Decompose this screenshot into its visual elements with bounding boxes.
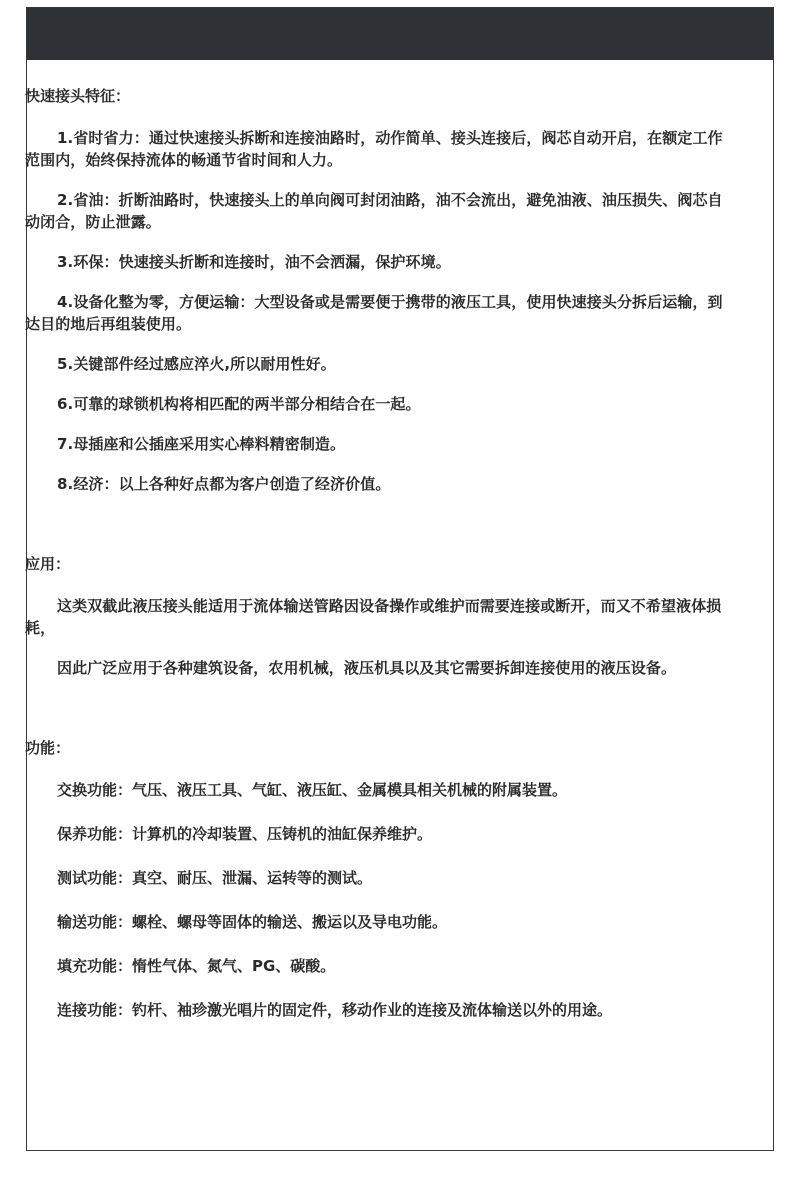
application-title: 应用：: [25, 555, 71, 573]
function-item: 测试功能：真空、耐压、泄漏、运转等的测试。: [57, 869, 373, 887]
function-item: 填充功能：惰性气体、氮气、PG、碳酸。: [57, 957, 336, 975]
feature-item: 1.省时省力：通过快速接头拆断和连接油路时，动作简单、接头连接后，阀芯自动开启，在额定工作范围内，始终保持流体的畅通节省时间和人力。: [25, 129, 723, 169]
function-item: 交换功能：气压、液压工具、气缸、液压缸、金属模具相关机械的附属装置。: [57, 781, 568, 799]
application-item: 因此广泛应用于各种建筑设备，农用机械，液压机具以及其它需要拆卸连接使用的液压设备。: [57, 659, 677, 677]
feature-item: 5.关键部件经过感应淬火,所以耐用性好。: [57, 355, 336, 373]
function-item: 保养功能：计算机的冷却装置、压铸机的油缸保养维护。: [57, 825, 433, 843]
features-title: 快速接头特征：: [25, 87, 131, 105]
header-bar: [27, 8, 773, 60]
feature-item: 8.经济：以上各种好点都为客户创造了经济价值。: [57, 475, 391, 493]
feature-item: 2.省油：折断油路时，快速接头上的单向阀可封闭油路，油不会流出，避免油液、油压损失、阀芯自动闭合，防止泄露。: [25, 191, 723, 231]
feature-item: 6.可靠的球锁机构将相匹配的两半部分相结合在一起。: [57, 395, 421, 413]
feature-item: 7.母插座和公插座采用实心棒料精密制造。: [57, 435, 346, 453]
function-item: 输送功能：螺栓、螺母等固体的输送、搬运以及导电功能。: [57, 913, 448, 931]
feature-item: 3.环保：快速接头折断和连接时，油不会洒漏，保护环境。: [57, 253, 451, 271]
document-content: [25, 83, 725, 1043]
function-item: 连接功能：钓杆、袖珍激光唱片的固定件，移动作业的连接及流体输送以外的用途。: [57, 1001, 613, 1019]
application-item: 这类双截此液压接头能适用于流体输送管路因设备操作或维护而需要连接或断开，而又不希望液体损耗，: [25, 597, 722, 637]
feature-item: 4.设备化整为零，方便运输：大型设备或是需要便于携带的液压工具，使用快速接头分拆后运输，到达目的地后再组装使用。: [25, 293, 723, 333]
functions-title: 功能：: [25, 739, 71, 757]
